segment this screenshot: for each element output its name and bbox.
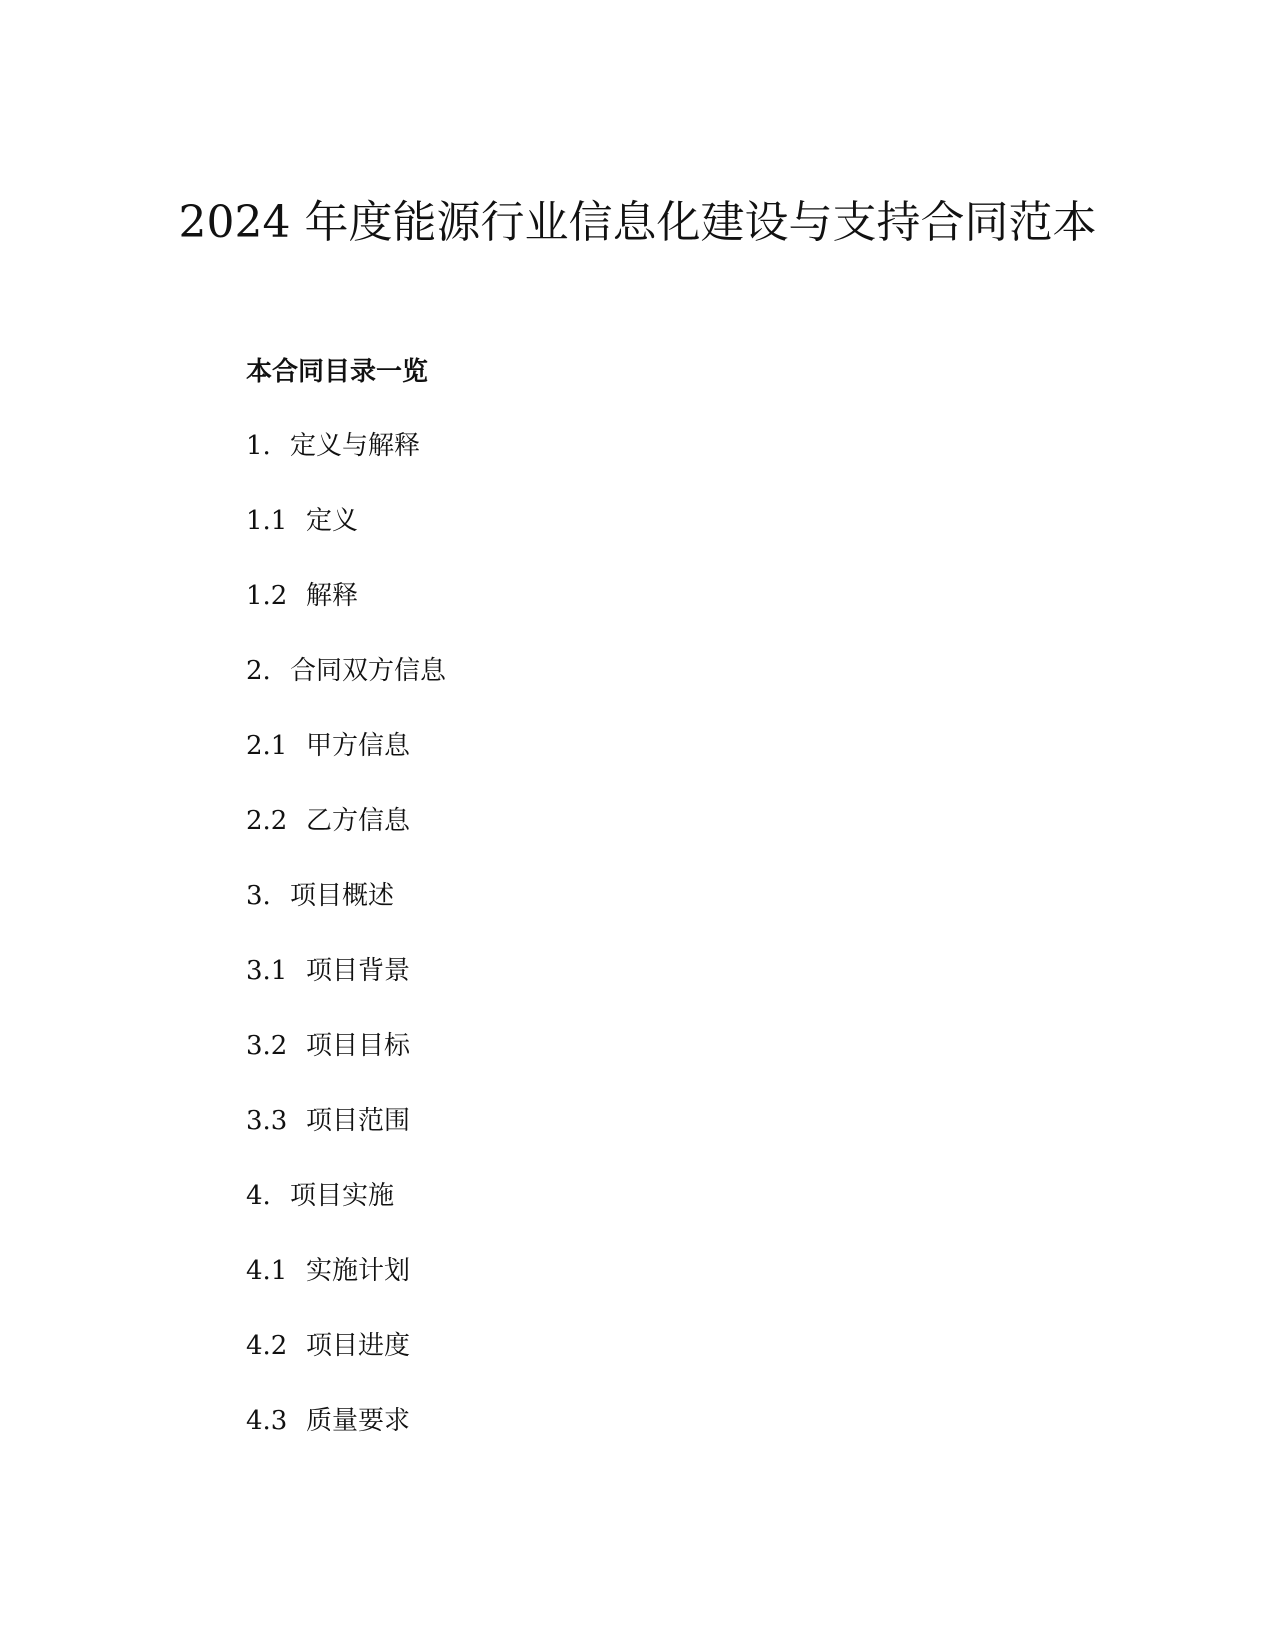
toc-item-number: 3.2 bbox=[246, 1031, 288, 1061]
toc-item-label: 质量要求 bbox=[306, 1406, 411, 1436]
toc-item-label: 解释 bbox=[306, 581, 359, 611]
toc-item-number: 4. bbox=[246, 1181, 271, 1211]
toc-item bbox=[246, 1403, 446, 1478]
toc-item-number: 4.3 bbox=[246, 1406, 288, 1436]
toc-item-label: 甲方信息 bbox=[306, 731, 411, 761]
toc-item-number: 1.2 bbox=[246, 581, 288, 611]
toc-item bbox=[246, 803, 446, 878]
toc-item-label: 定义与解释 bbox=[290, 431, 421, 461]
toc-heading: 本合同目录一览 bbox=[246, 357, 429, 387]
toc-item bbox=[246, 1328, 446, 1403]
toc-item-number: 4.2 bbox=[246, 1331, 288, 1361]
toc-item bbox=[246, 503, 446, 578]
toc-item bbox=[246, 1103, 446, 1178]
toc-item-label: 项目概述 bbox=[290, 881, 395, 911]
toc-item-number: 3. bbox=[246, 881, 271, 911]
toc-item-label: 项目实施 bbox=[290, 1181, 395, 1211]
toc-item-label: 项目背景 bbox=[306, 956, 411, 986]
toc-item bbox=[246, 878, 446, 953]
toc-item-label: 实施计划 bbox=[306, 1256, 411, 1286]
toc-item-number: 3.1 bbox=[246, 956, 288, 986]
toc-item bbox=[246, 1253, 446, 1328]
toc-item-number: 3.3 bbox=[246, 1106, 288, 1136]
toc-item bbox=[246, 428, 446, 503]
toc-item bbox=[246, 653, 446, 728]
table-of-contents bbox=[246, 428, 446, 1478]
toc-item bbox=[246, 728, 446, 803]
toc-item-label: 项目范围 bbox=[306, 1106, 411, 1136]
toc-item-label: 定义 bbox=[306, 506, 359, 536]
toc-item-number: 4.1 bbox=[246, 1256, 288, 1286]
document-title: 2024 年度能源行业信息化建设与支持合同范本 bbox=[178, 197, 1097, 248]
toc-item bbox=[246, 578, 446, 653]
toc-item-number: 2. bbox=[246, 656, 271, 686]
toc-item-number: 1. bbox=[246, 431, 271, 461]
toc-item-label: 项目进度 bbox=[306, 1331, 411, 1361]
toc-item-number: 2.1 bbox=[246, 731, 288, 761]
toc-item-label: 乙方信息 bbox=[306, 806, 411, 836]
toc-item-label: 合同双方信息 bbox=[290, 656, 447, 686]
toc-item-label: 项目目标 bbox=[306, 1031, 411, 1061]
toc-item-number: 1.1 bbox=[246, 506, 288, 536]
toc-item bbox=[246, 1028, 446, 1103]
toc-item-number: 2.2 bbox=[246, 806, 288, 836]
toc-item bbox=[246, 1178, 446, 1253]
toc-item bbox=[246, 953, 446, 1028]
